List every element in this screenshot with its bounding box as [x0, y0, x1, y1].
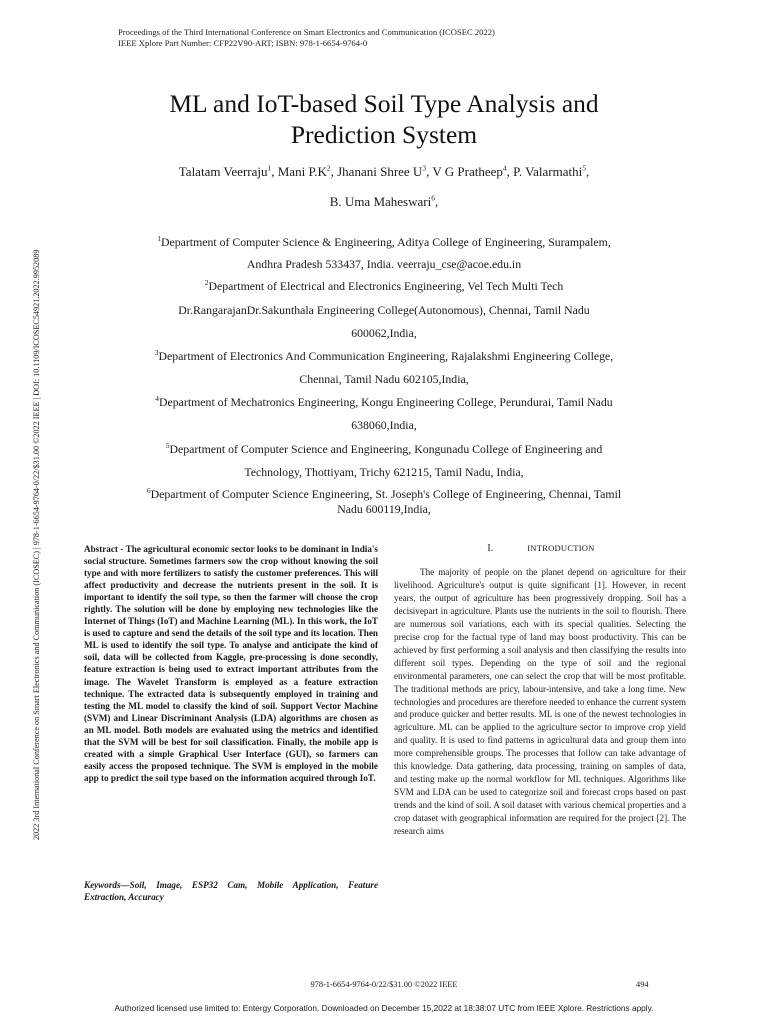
sidebar-citation: 2022 3rd International Conference on Smart Electronics and Communication (ICOSEC) | 978-1-6654-9764-0/22/$31.00 ©2022 IEEE | DOI: 10.1109/ICOSEC54921.2022.9952089: [32, 249, 41, 840]
introduction-paragraph: The majority of people on the planet depend on agriculture for their livelihood. Agriculture's output is quite significant [1]. However, in recent years, the output of agriculture has been progressively dropping. Soil has a decisivepart in agriculture. Plants use the nutrients in the soil to flourish. There are numerous soil variations, each with its special qualities. Selecting the precise crop for the factual type of land may boost productivity. This can be achieved by first performing a soil analysis and then classifying the results into different soil types. Depending on the type of soil and the regional environmental parameters, one can select the crop that will be most profitable. The traditional methods are pricy, labour-intensive, and take a long time. New technologies and procedures are therefore needed to enhance the current system and produce quicker and better results. ML is one of the newest technologies in agriculture. ML can be applied to the agriculture sector to improve crop yield and quality. It is used to find patterns in agricultural data and group them into more comprehensible groups. The processes that follow can take advantage of this knowledge. Data gathering, data processing, training on samples of data, and testing make up the normal workflow for ML techniques. Algorithms like SVM and LDA can be used to categorize soil and forecast crops based on past trends and the kind of soil. A soil dataset with various chemical properties and a crop dataset with geographical information are required for the project [2]. The research aims: [394, 567, 686, 837]
affiliation-6-line2: Nadu 600119,India,: [337, 502, 431, 516]
affiliation-5-line1: [0, 441, 768, 457]
author-sup: 3: [422, 163, 427, 173]
author-list-line2: [0, 193, 768, 210]
affiliation-2-line1: [0, 278, 768, 294]
author-name: , V G Pratheep: [426, 164, 503, 179]
affiliation-sup: 5: [165, 441, 170, 451]
keywords: Keywords—Soil, Image, ESP32 Cam, Mobile Application, Feature Extraction, Accuracy: [84, 880, 378, 903]
affiliation-sup: 2: [204, 278, 209, 288]
affiliation-2-line3: 600062,India,: [351, 326, 417, 340]
section-title: INTRODUCTION: [527, 543, 595, 553]
author-name: , Mani P.K: [271, 164, 327, 179]
author-name: Talatam Veerraju: [178, 164, 268, 179]
author-sup: 6: [431, 193, 435, 203]
author-name: B. Uma Maheswari: [329, 194, 432, 209]
affiliation-text: Department of Computer Science Engineering, St. Joseph's College of Engineering, Chennai, Tamil: [150, 487, 622, 501]
affiliation-text: Department of Computer Science and Engineering, Kongunadu College of Engineering and: [169, 442, 603, 456]
running-header-line2: IEEE Xplore Part Number: CFP22V90-ART; ISBN: 978-1-6654-9764-0: [118, 38, 368, 48]
affiliation-4-line1: [0, 394, 768, 410]
author-sup: 2: [326, 163, 331, 173]
abstract: Abstract - The agricultural economic sector looks to be dominant in India's social structure. Sometimes farmers sow the crop without knowing the soil type and with more fertilizers to satisfy the customer preferences. This will affect productivity and decrease the nutrients present in the soil. It is important to identify the soil type, so then the farmer will choose the crop rightly. The solution will be done by employing new technologies like the Internet of Things (IoT) and Machine Learning (ML). In this work, the IoT is used to capture and send the details of the soil type and its location. Then ML is used to identify the soil type. To analyse and anticipate the kind of soil, data will be collected from Kaggle, pre-processing is done secondly, feature extraction is being used to extract important attributes from the image. The Wavelet Transform is employed as a feature extraction technique. The extracted data is subsequently employed in training and testing the ML model to classify the kind of soil. Support Vector Machine (SVM) and Linear Discriminant Analysis (LDA) algorithms are chosen as an ML model. Both models are evaluated using the metrics and identified that the SVM will be best for soil classification. Finally, the mobile app is created with a simple Graphical User Interface (GUI), so farmers can easily access the proposed technique. The SVM is employed in the mobile app to predict the soil type based on the information acquired through IoT.: [84, 544, 378, 783]
paper-title-line2: Prediction System: [290, 120, 478, 149]
affiliation-2-line2: Dr.RangarajanDr.Sakunthala Engineering College(Autonomous), Chennai, Tamil Nadu: [178, 303, 590, 317]
affiliation-1-line2: Andhra Pradesh 533437, India. veerraju_cse@acoe.edu.in: [246, 257, 522, 271]
author-punct: ,: [585, 164, 590, 179]
affiliation-1-line1: [0, 234, 768, 250]
page-number: 494: [636, 980, 649, 989]
affiliation-sup: 3: [154, 348, 159, 358]
affiliation-text: Department of Electrical and Electronics Engineering, Vel Tech Multi Tech: [208, 279, 564, 293]
affiliation-3-line2: Chennai, Tamil Nadu 602105,India,: [299, 372, 469, 386]
affiliation-text: Department of Electronics And Communication Engineering, Rajalakshmi Engineering College,: [158, 349, 614, 363]
author-name: , Jhanani Shree U: [330, 164, 423, 179]
affiliation-text: Department of Mechatronics Engineering, Kongu Engineering College, Perundurai, Tamil Nadu: [159, 395, 613, 409]
license-notice: Authorized licensed use limited to: Entergy Corporation. Downloaded on December 15,2022 at 18:38:07 UTC from IEEE Xplore. Restrictions apply.: [114, 1003, 654, 1013]
affiliation-6-line1: [0, 486, 768, 502]
affiliation-5-line2: Technology, Thottiyam, Trichy 621215, Tamil Nadu, India,: [244, 465, 524, 479]
author-sup: 5: [582, 163, 586, 173]
author-punct: ,: [434, 194, 439, 209]
affiliation-3-line1: [0, 348, 768, 364]
affiliation-text: Department of Computer Science & Engineering, Aditya College of Engineering, Surampalem,: [160, 235, 611, 249]
footer-copyright-line: 978-1-6654-9764-0/22/$31.00 ©2022 IEEE: [310, 980, 458, 989]
affiliation-4-line2: 638060,India,: [351, 418, 417, 432]
author-name: , P. Valarmathi: [506, 164, 583, 179]
affiliation-sup: 1: [157, 234, 161, 244]
running-header-line1: Proceedings of the Third International Conference on Smart Electronics and Communication (ICOSEC 2022): [118, 27, 495, 37]
section-heading: [386, 541, 696, 556]
affiliation-sup: 6: [146, 486, 151, 496]
affiliation-sup: 4: [155, 394, 160, 404]
author-sup: 4: [502, 163, 507, 173]
author-sup: 1: [267, 163, 272, 173]
author-list-line1: [0, 163, 768, 180]
section-number: I.: [487, 543, 494, 554]
paper-title-line1: ML and IoT-based Soil Type Analysis and: [169, 89, 599, 118]
